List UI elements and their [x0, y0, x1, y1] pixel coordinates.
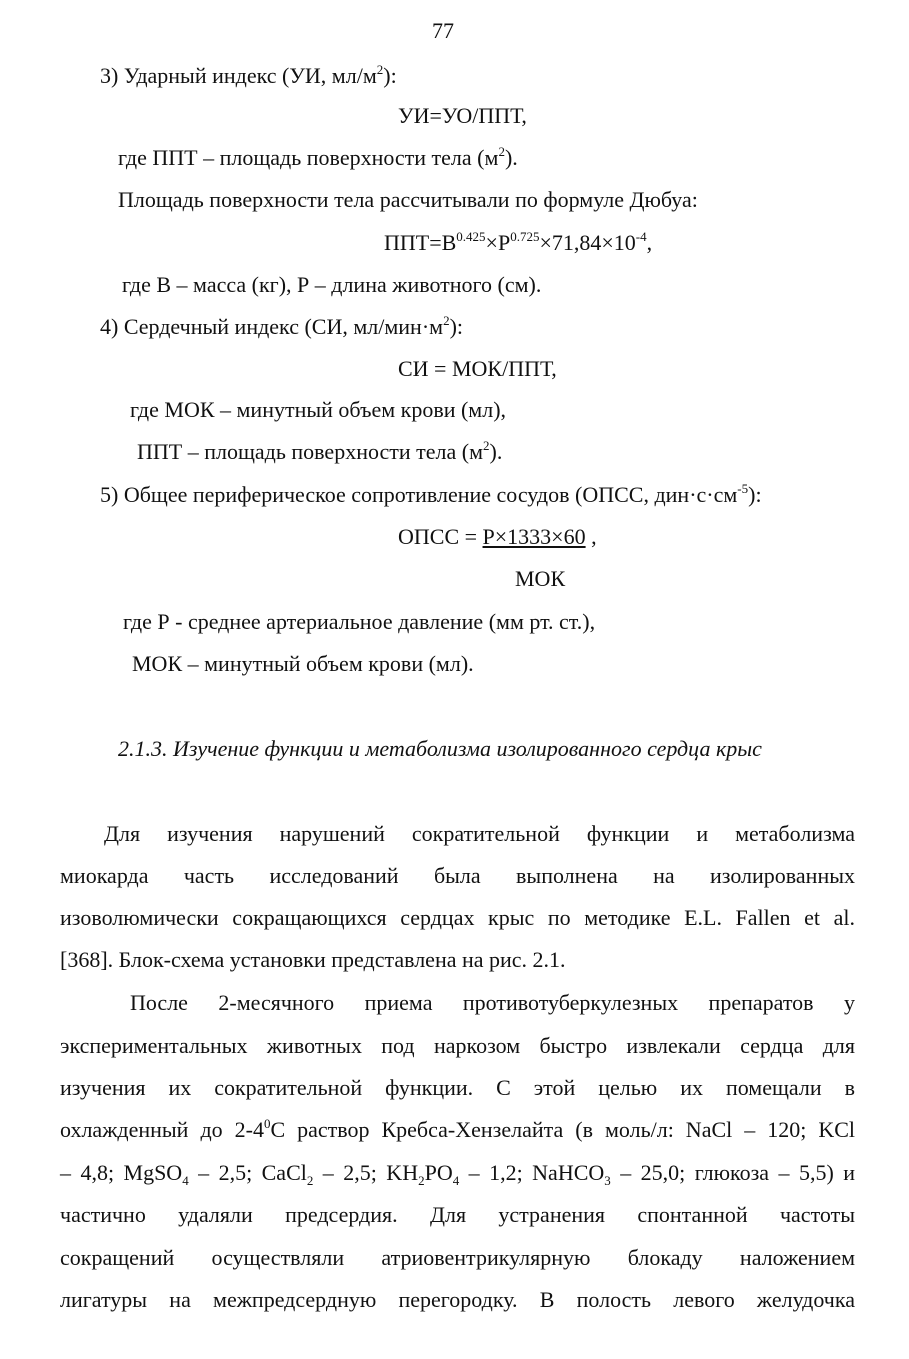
paragraph-1-line-4: [368]. Блок-схема установки представлена на рис. 2.1. — [60, 947, 566, 972]
paragraph-2-line-8: лигатуры на межпредсердную перегородку. В полость левого желудочка — [60, 1287, 855, 1312]
paragraph-2-line-1: После 2-месячного приема противотуберкулезных препаратов у — [130, 990, 855, 1015]
cardiac-index-heading: 4) Сердечный индекс (СИ, $мл/мин\cdot м^2$): — [100, 313, 464, 339]
dubois-formula: $ППТ=В^{0.425}\times Р^{0.725}\times 71,84\times 10^{-4}$, — [384, 229, 653, 255]
paragraph-2-line-2: экспериментальных животных под наркозом быстро извлекали сердца для — [60, 1033, 855, 1058]
resistance-formula: ОПСС = Р×1333×60 , — [398, 524, 597, 549]
cardiac-index-formula: СИ = МОК/ППТ, — [398, 356, 557, 381]
paragraph-1-line-1: Для изучения нарушений сократительной функции и метаболизма — [104, 821, 855, 846]
page-number: 77 — [432, 18, 454, 43]
paragraph-1-line-2: миокарда часть исследований была выполнена на изолированных — [60, 863, 855, 888]
paragraph-2-line-7: сокращений осуществляли атриовентрикулярную блокаду наложением — [60, 1245, 855, 1270]
resistance-where-2: МОК – минутный объем крови (мл). — [132, 651, 474, 676]
stroke-index-where: где ППТ – площадь поверхности тела $(м^2)$. — [118, 144, 518, 170]
resistance-formula-denominator: МОК — [515, 566, 566, 591]
paragraph-2-line-5: – 4,8; MgSO$_4$ – 2,5; CaCl$_2$ – 2,5; $KH_2PO_4 - 1,2$; NaHCO$_3$ – 25,0; глюкоза – 5,5) и — [60, 1160, 856, 1188]
stroke-index-formula: УИ=УО/ППТ, — [398, 103, 527, 128]
stroke-index-heading: 3) Ударный индекс (УИ, $мл/м^2$): — [100, 62, 397, 88]
resistance-formula-numerator: Р×1333×60 — [482, 524, 586, 549]
cardiac-index-where-1: где МОК – минутный объем крови (мл), — [130, 397, 507, 422]
dubois-where: где В – масса (кг), Р – длина животного (см). — [122, 272, 542, 297]
paragraph-1-line-3: изоволюмически сокращающихся сердцах крыс по методике E.L. Fallen et al. — [60, 905, 855, 930]
paragraph-2-line-3: изучения их сократительной функции. С этой целью их помещали в — [60, 1075, 855, 1100]
cardiac-index-where-2: ППТ – площадь поверхности тела $(м^2)$. — [137, 438, 503, 464]
dubois-intro: Площадь поверхности тела рассчитывали по формуле Дюбуа: — [118, 187, 698, 212]
paragraph-2-line-6: частично удаляли предсердия. Для устранения спонтанной частоты — [60, 1202, 855, 1227]
paragraph-2-line-4: охлажденный до $2-4^0С$ раствор Кребса-Хензелайта (в моль/л: NaCl – 120; KCl — [60, 1116, 855, 1142]
resistance-where-1: где Р - среднее артериальное давление (мм рт. ст.), — [123, 609, 596, 634]
section-title: 2.1.3. Изучение функции и метаболизма изолированного сердца крыс — [118, 736, 762, 761]
resistance-heading: 5) Общее периферическое сопротивление сосудов (ОПСС, $дин\cdot с\cdot см^{-5}$): — [100, 481, 762, 507]
